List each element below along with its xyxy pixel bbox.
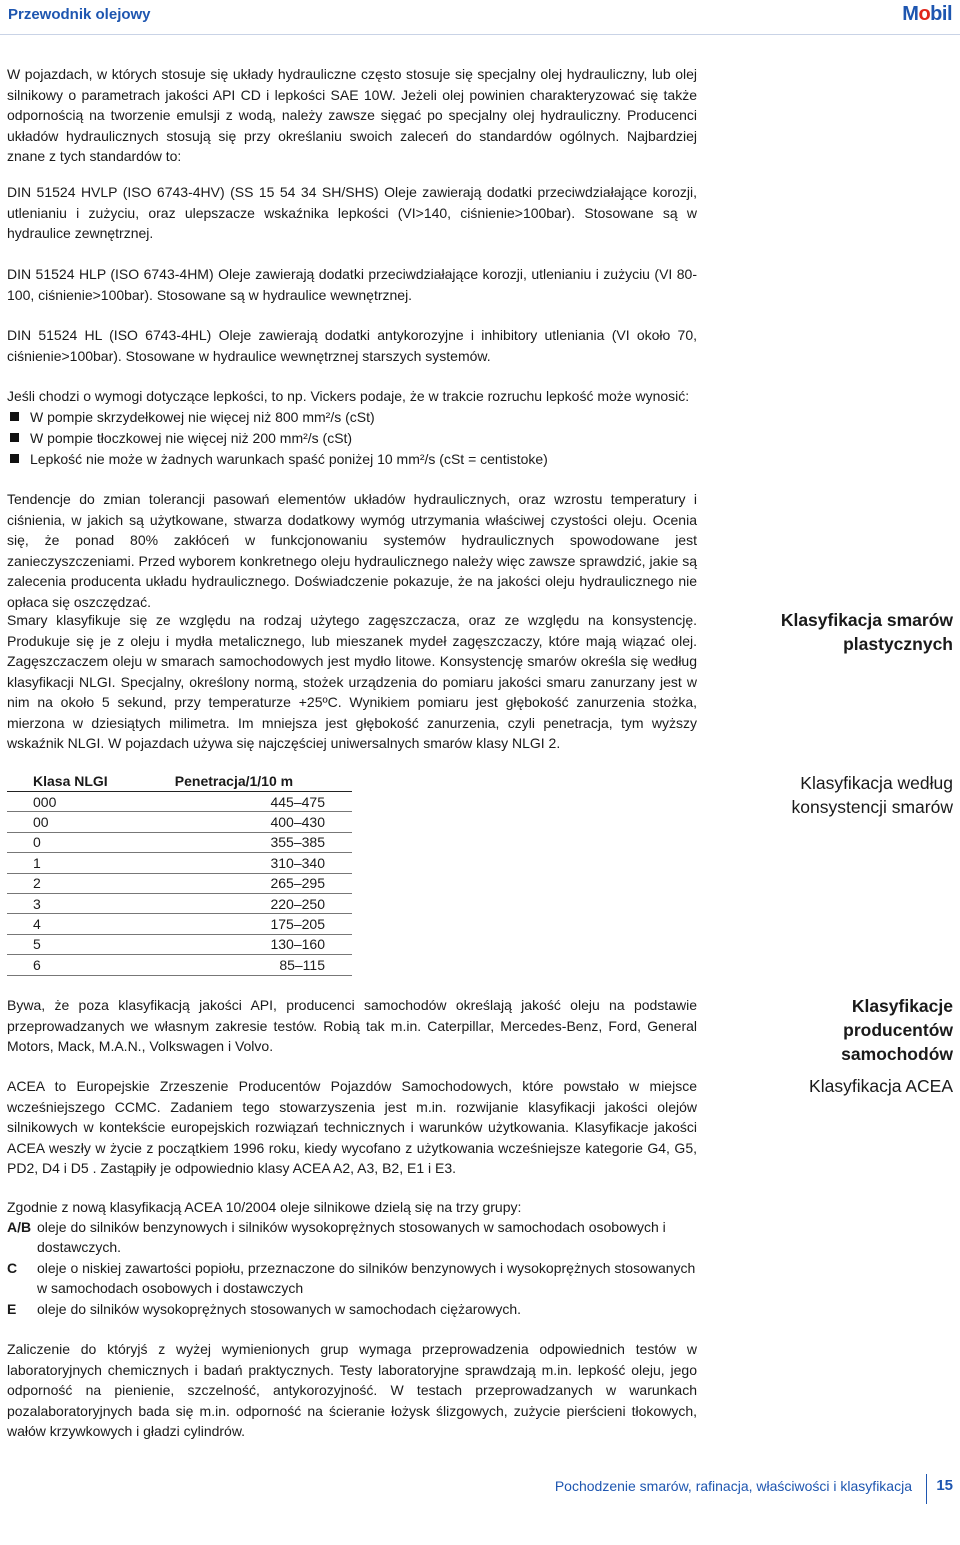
vickers-intro: Jeśli chodzi o wymogi dotyczące lepkości, to np. Vickers podaje, że w trakcie rozruchu lepkość może wynosić:: [7, 388, 690, 404]
consistency-classification-heading: Klasyfikacja według konsystencji smarów: [791, 773, 953, 817]
bullet-square-icon: [10, 433, 19, 442]
nlgi-class-cell: 5: [7, 934, 149, 954]
table-row: [7, 832, 352, 852]
nlgi-class-cell: 4: [7, 914, 149, 934]
footer-divider: [926, 1474, 927, 1504]
table-row: [7, 893, 352, 913]
greases-paragraph: Smary klasyfikuje się ze względu na rodzaj użytego zagęszczacza, oraz ze względu na konsystencję. Produkuje się je z oleju i mydła metalicznego, lub mieszanek mydeł zagęszczaczy, które mają wiązać olej. Zagęszczaczem oleju w smarach samochodowych jest mydło litowe. Konsystencję smarów określa się według klasyfikacji NLGI. Specjalny, określony normą, stożek urządzenia do pomiaru jakości smaru zanurzany jest w nim na około 5 sekund, przy temperaturze +25ºC. Wynikiem pomiaru jest głębokość zanurzenia stożka, mierzona w dziesiątych milimetra. Im mniejsza jest głębokość zanurzenia, czyli penetracja, tym wyższy wskaźnik NLGI. W pojazdach używa się najczęściej uniwersalnych smarów klasy NLGI 2.: [7, 612, 697, 751]
acea-group-item: [7, 1299, 697, 1319]
table-row: [7, 914, 352, 934]
bullet-item: W pompie tłoczkowej nie więcej niż 200 mm²/s (cSt): [30, 430, 353, 446]
nlgi-class-cell: 3: [7, 893, 149, 913]
hl-paragraph: DIN 51524 HL (ISO 6743-4HL) Oleje zawierają dodatki antykorozyjne i inhibitory utleniania (VI około 70, ciśnienie>100bar). Stosowane w hydraulice wewnętrznej starszych systemów.: [7, 327, 697, 364]
acea-group-key: E: [7, 1301, 17, 1317]
acea-group-text: oleje o niskiej zawartości popiołu, przeznaczone do silników benzynowych i wysokoprężnych stosowanych w samochodach osobowych i dostawczych: [37, 1260, 696, 1296]
table-row: [7, 792, 352, 812]
bullet-item: W pompie skrzydełkowej nie więcej niż 800 mm²/s (cSt): [30, 409, 375, 425]
table-row: [7, 934, 352, 954]
closing-paragraph: Zaliczenie do któryjś z wyżej wymienionych grup wymaga przeprowadzenia odpowiednich testów w laboratoryjnych chemicznych i badań praktycznych. Testy laboratoryjne sprawdzają m.in. lepkość oleju, jego odporność na pienienie, szczelność, antykorozyjność. W testach przeprowadzanych w warunkach pozalaboratoryjnych bada się m.in. odporność na ścieranie łożysk ślizgowych, zużycie pierścieni tłokowych, wałów krzywkowych i gładzi cylindrów.: [7, 1341, 697, 1439]
page-number: 15: [936, 1477, 953, 1494]
penetration-cell: 265–295: [149, 873, 352, 893]
nlgi-class-cell: 0: [7, 832, 149, 852]
penetration-cell: 85–115: [149, 955, 352, 975]
bullet-item: Lepkość nie może w żadnych warunkach spaść poniżej 10 mm²/s (cSt = centistoke): [30, 451, 548, 467]
acea-paragraph: ACEA to Europejskie Zrzeszenie Producentów Pojazdów Samochodowych, które powstało w miejsce wcześniejszego CCMC. Zadaniem tego stowarzyszenia jest m.in. rozwijanie klasyfikacji jakości olejów silnikowych w kontekście europejskich rozwiązań technicznych i warunków użytkowania. Klasyfikacje jakości ACEA weszły w życie z początkiem 1996 roku, kiedy wycofano z użytkowania wcześniejsze kategorie G4, G5, PD2, D4 i D5 . Zastąpiły je odpowiednio klasy ACEA A2, A3, B2, E1 i E3.: [7, 1078, 697, 1176]
acea-group-item: [7, 1217, 697, 1257]
nlgi-table: [7, 771, 352, 976]
footer-section-title: Pochodzenie smarów, rafinacja, właściwości i klasyfikacja: [554, 1478, 912, 1494]
penetration-cell: 220–250: [149, 893, 352, 913]
nlgi-class-cell: 000: [7, 792, 149, 812]
nlgi-class-cell: 00: [7, 812, 149, 832]
acea-groups-intro: Zgodnie z nową klasyfikacją ACEA 10/2004 oleje silnikowe dzielą się na trzy grupy:: [7, 1199, 522, 1215]
penetration-cell: 445–475: [149, 792, 352, 812]
penetration-cell: 310–340: [149, 853, 352, 873]
acea-group-key: A/B: [7, 1219, 32, 1235]
bullet-square-icon: [10, 454, 19, 463]
logo-text: Mobil: [902, 3, 952, 25]
nlgi-class-cell: 1: [7, 853, 149, 873]
tendency-paragraph: Tendencje do zmian tolerancji pasowań elementów układów hydraulicznych, oraz wzrostu temperatury i ciśnienia, w jakich są użytkowane, stwarza dodatkowy wymóg utrzymania właściwej czystości oleju. Ocenia się, że ponad 80% zakłóceń w funkcjonowaniu systemów hydraulicznych spowodowane jest zanieczyszczeniami. Przed wyborem konkretnego oleju hydraulicznego należy więc zawsze sprawdzić, jakie są zalecenia producenta układu hydraulicznego. Doświadczenie pokazuje, że na jakości oleju hydraulicznego nie opłaca się oszczędzać.: [7, 491, 697, 610]
table-row: [7, 853, 352, 873]
page-header: [0, 0, 960, 35]
page-title: Przewodnik olejowy: [8, 6, 151, 23]
acea-group-item: [7, 1258, 697, 1298]
acea-heading: Klasyfikacja ACEA: [809, 1076, 953, 1096]
bullet-square-icon: [10, 412, 19, 421]
table-row: [7, 812, 352, 832]
column-header: Klasa NLGI: [7, 771, 149, 792]
grease-classification-heading: Klasyfikacja smarów plastycznych: [780, 610, 953, 654]
penetration-cell: 400–430: [149, 812, 352, 832]
mobil-logo: [902, 3, 952, 26]
hvlp-paragraph: DIN 51524 HVLP (ISO 6743-4HV) (SS 15 54 34 SH/SHS) Oleje zawierają dodatki przeciwdziałające korozji, utlenianiu i zużyciu, oraz ulepszacze wskaźnika lepkości (VI>140, ciśnienie>100bar). Stosowane są w hydraulice zewnętrznej.: [7, 184, 697, 241]
penetration-cell: 130–160: [149, 934, 352, 954]
penetration-cell: 175–205: [149, 914, 352, 934]
manufacturers-paragraph: Bywa, że poza klasyfikacją jakości API, producenci samochodów określają jakość oleju na podstawie przeprowadzanych we własnym zakresie testów. Robią tak m.in. Caterpillar, Mercedes-Benz, Ford, General Motors, Mack, M.A.N., Volkswagen i Volvo.: [7, 997, 697, 1054]
penetration-cell: 355–385: [149, 832, 352, 852]
table-row: [7, 873, 352, 893]
hlp-paragraph: DIN 51524 HLP (ISO 6743-4HM) Oleje zawierają dodatki przeciwdziałające korozji, utlenianiu i zużyciu (VI 80-100, ciśnienie>100bar). Stosowane są w hydraulice wewnętrznej.: [7, 266, 697, 303]
nlgi-class-cell: 6: [7, 955, 149, 975]
table-row: [7, 955, 352, 975]
column-header: Penetracja/1/10 m: [149, 771, 352, 792]
acea-group-text: oleje do silników benzynowych i silników wysokoprężnych stosowanych w samochodach osobowych i dostawczych.: [37, 1219, 666, 1255]
acea-group-text: oleje do silników wysokoprężnych stosowanych w samochodach ciężarowych.: [37, 1301, 522, 1317]
nlgi-class-cell: 2: [7, 873, 149, 893]
manufacturers-heading: Klasyfikacje producentów samochodów: [841, 996, 953, 1064]
acea-group-key: C: [7, 1260, 18, 1276]
table-header-row: [7, 771, 352, 792]
intro-paragraph: W pojazdach, w których stosuje się układy hydrauliczne często stosuje się specjalny olej hydrauliczny, lub olej silnikowy o parametrach jakości API CD i lepkości SAE 10W. Jeżeli olej powinien charakteryzować się także odpornością na tworzenie emulsji z wodą, należy zawsze sięgać po specjalny olej hydrauliczny. Producenci układów hydraulicznych stosują się przy określaniu swoich zaleceń do standardów ogólnych. Najbardziej znane z tych standardów to:: [7, 66, 697, 164]
